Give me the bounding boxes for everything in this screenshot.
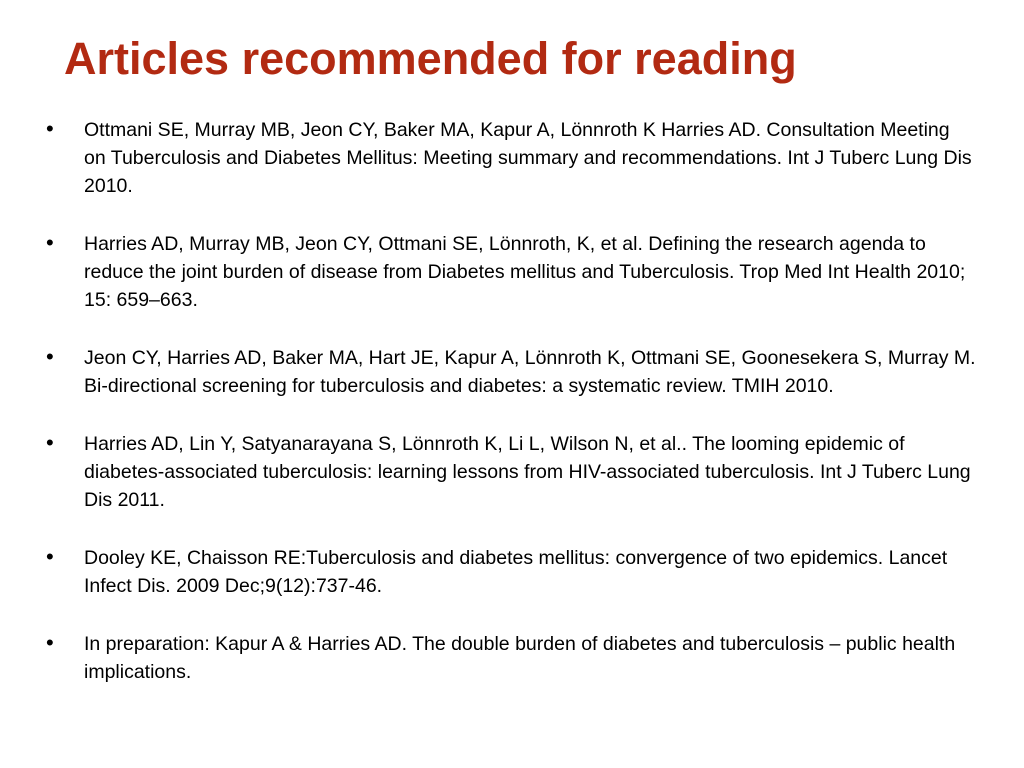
reference-text: Harries AD, Lin Y, Satyanarayana S, Lönnroth K, Li L, Wilson N, et al.. The looming epidemic of diabetes-associated tuberculosis: learning lessons from HIV-associated tuberculosis. Int J Tuberc Lung Dis 2011.	[84, 433, 971, 511]
reference-text: Dooley KE, Chaisson RE:Tuberculosis and diabetes mellitus: convergence of two epidemics. Lancet Infect Dis. 2009 Dec;9(12):737-46.	[84, 547, 948, 597]
reference-item	[0, 116, 1024, 200]
reference-text: Harries AD, Murray MB, Jeon CY, Ottmani SE, Lönnroth, K, et al. Defining the research agenda to reduce the joint burden of disease from Diabetes mellitus and Tuberculosis. Trop Med Int Health 2010; 15: 659–663.	[84, 233, 966, 311]
reference-item	[0, 430, 1024, 514]
slide-title: Articles recommended for reading	[64, 33, 797, 84]
reference-item	[0, 544, 1024, 600]
reference-item	[0, 344, 1024, 400]
bullet-icon: •	[46, 630, 54, 655]
bullet-icon: •	[46, 344, 54, 369]
reference-text: Ottmani SE, Murray MB, Jeon CY, Baker MA, Kapur A, Lönnroth K Harries AD. Consultation Meeting on Tuberculosis and Diabetes Mellitus: Meeting summary and recommendations. Int J Tuberc Lung Dis 2010.	[84, 119, 972, 197]
reference-text: In preparation: Kapur A & Harries AD. The double burden of diabetes and tuberculosis – public health implications.	[84, 633, 956, 683]
bullet-icon: •	[46, 544, 54, 569]
reference-item	[0, 230, 1024, 314]
bullet-icon: •	[46, 230, 54, 255]
reference-text: Jeon CY, Harries AD, Baker MA, Hart JE, Kapur A, Lönnroth K, Ottmani SE, Goonesekera S, Murray M. Bi-directional screening for tuberculosis and diabetes: a systematic review. TMIH 2010.	[84, 347, 976, 397]
bullet-icon: •	[46, 116, 54, 141]
reference-item	[0, 630, 1024, 686]
bullet-icon: •	[46, 430, 54, 455]
reference-list	[0, 116, 1024, 716]
